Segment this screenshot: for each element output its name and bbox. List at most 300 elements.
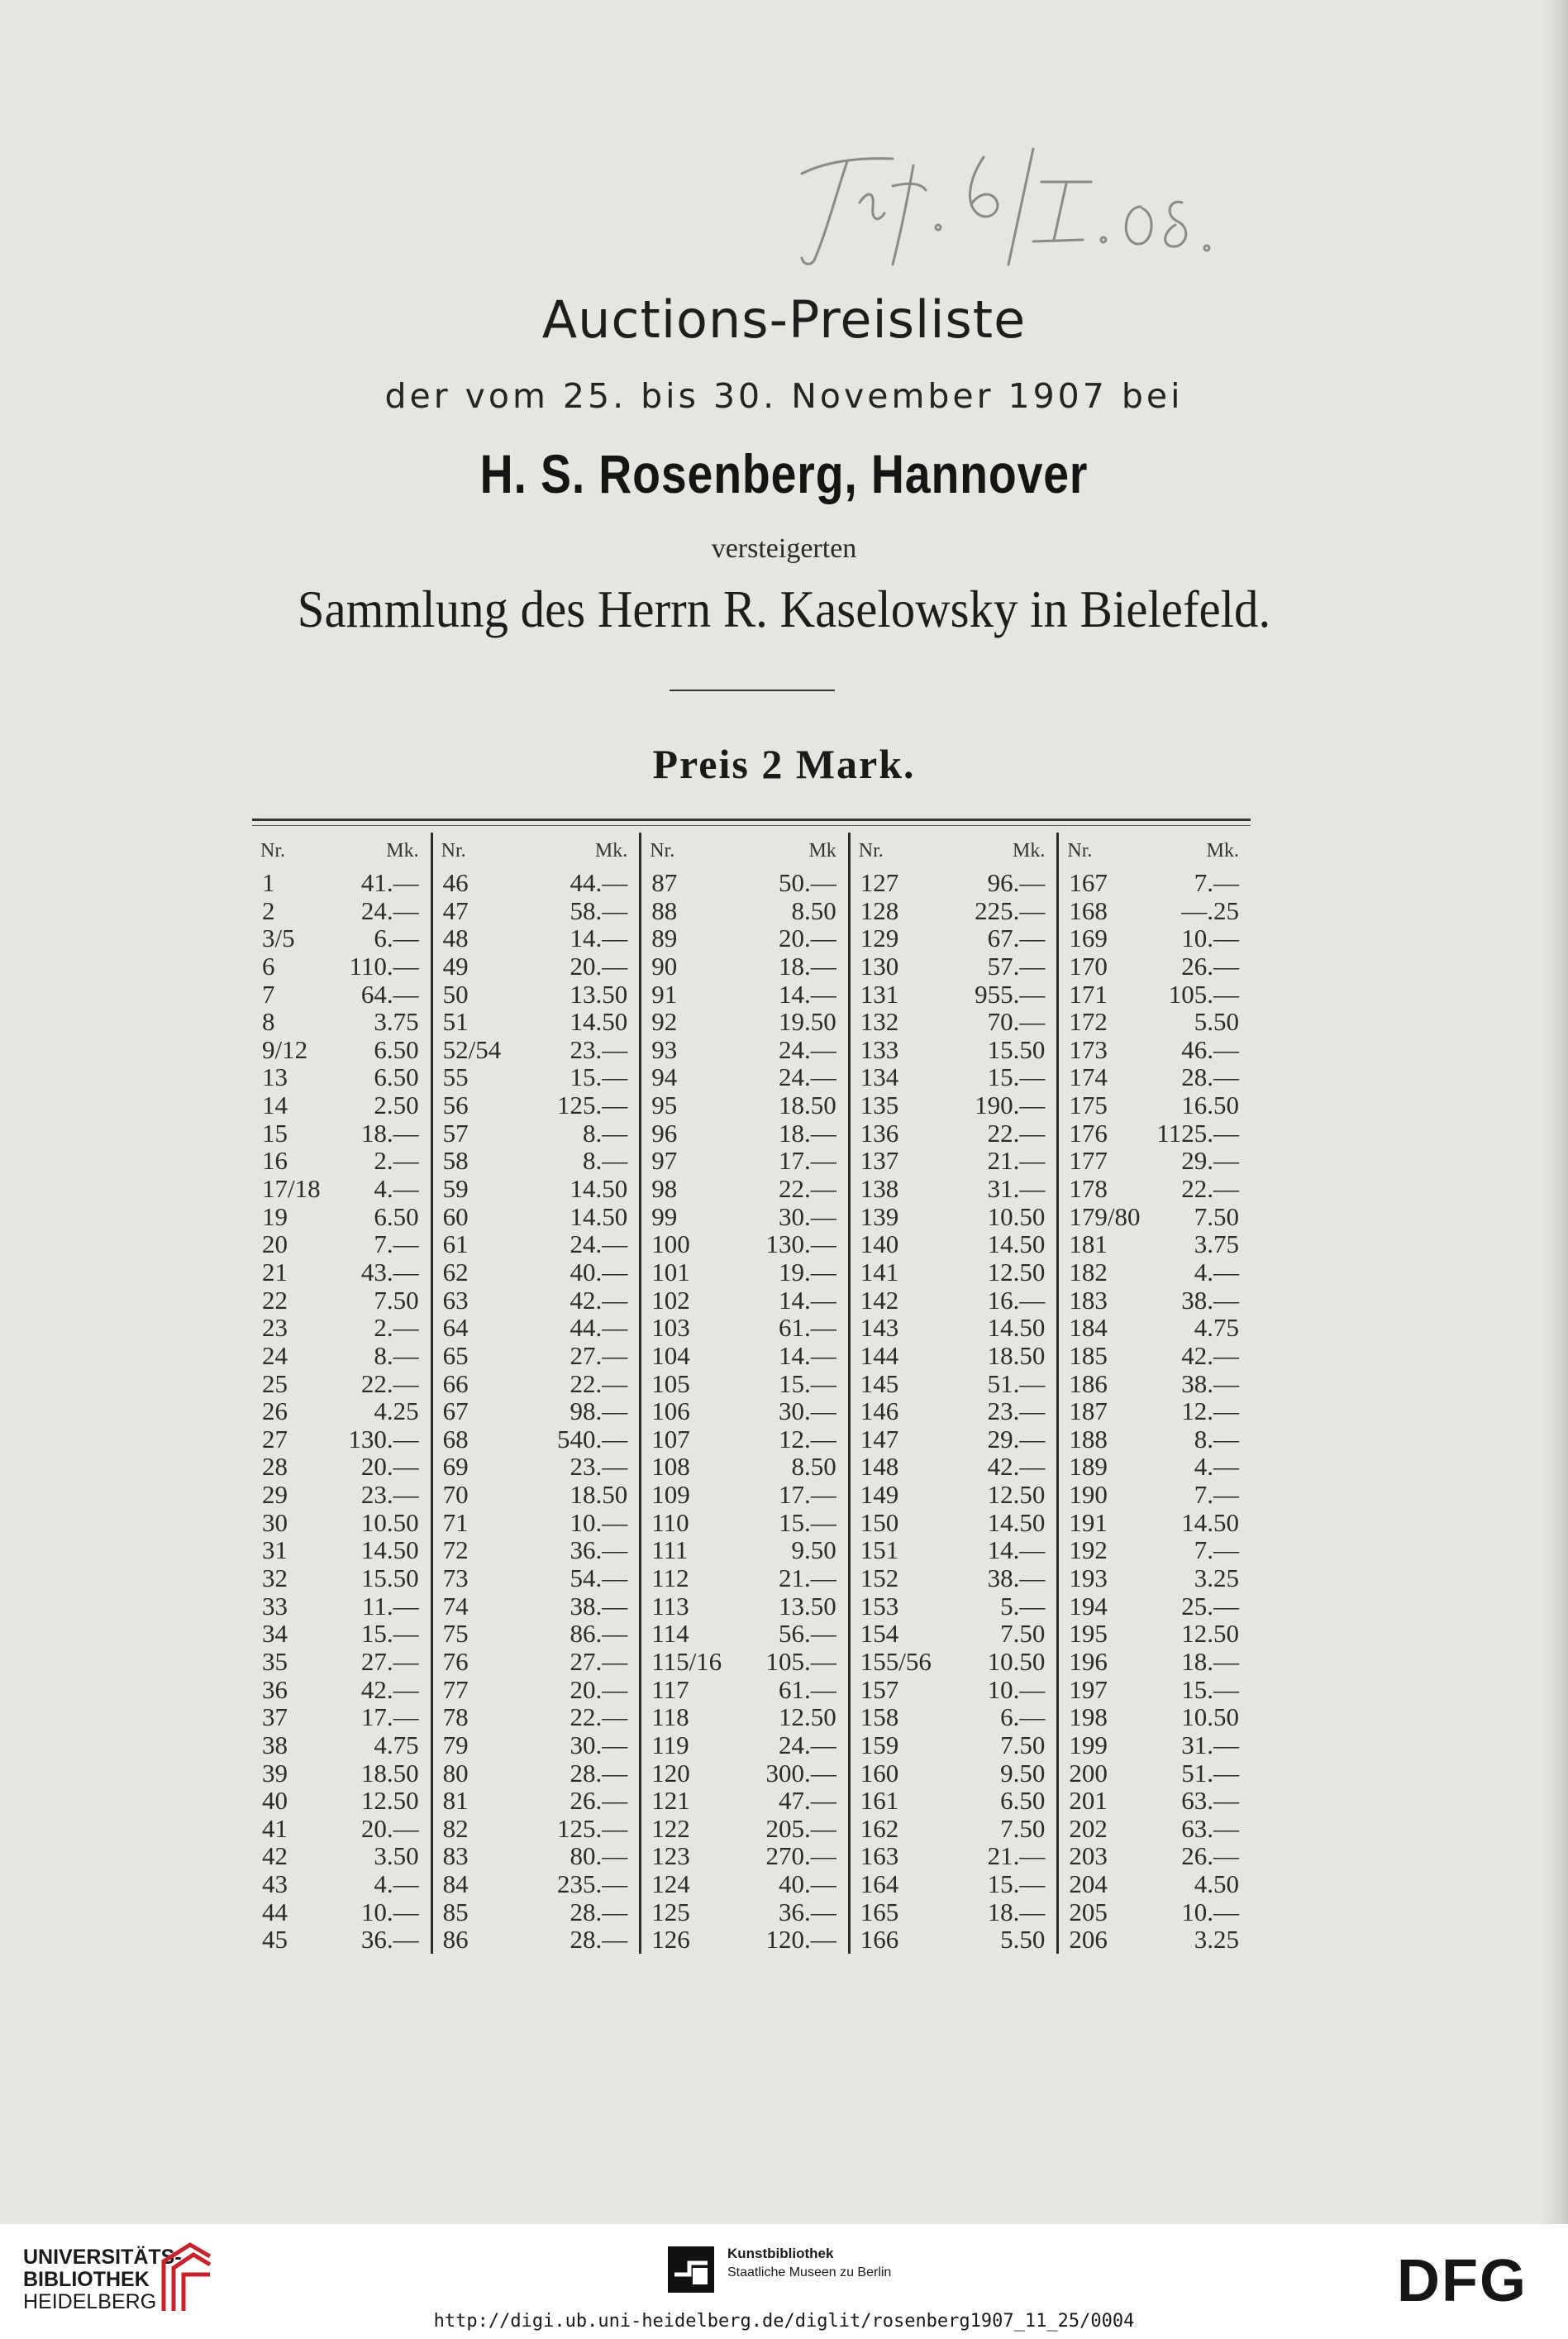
lot-number: 78: [442, 1702, 469, 1732]
handwritten-note-icon: [769, 124, 1232, 273]
lot-number: 27: [262, 1424, 288, 1454]
table-row: [1059, 1397, 1251, 1425]
lot-price: 23.—: [570, 1452, 628, 1482]
table-row: [433, 1759, 640, 1788]
lot-price: 20.—: [570, 1674, 628, 1704]
lot-price: 19.50: [779, 1007, 836, 1037]
lot-number: 40: [262, 1786, 288, 1816]
table-row: [252, 1147, 431, 1175]
table-row: [433, 924, 640, 952]
lot-price: 24.—: [779, 1730, 836, 1759]
lot-number: 43: [262, 1869, 288, 1899]
lot-price: 205.—: [765, 1813, 836, 1843]
lot-price: 4.—: [1194, 1452, 1239, 1482]
table-row: [641, 897, 848, 925]
lot-number: 148: [860, 1452, 899, 1482]
lot-number: 202: [1069, 1813, 1108, 1843]
table-row: [433, 897, 640, 925]
header-mk: Mk.: [1013, 839, 1046, 862]
auctioned-label: versteigerten: [711, 533, 857, 564]
document-title: Auctions-Preisliste: [541, 289, 1027, 350]
lot-number: 99: [651, 1201, 678, 1231]
lot-number: 2: [262, 895, 275, 925]
table-row: [252, 1898, 431, 1926]
lot-number: 108: [651, 1452, 690, 1482]
table-row: [641, 1620, 848, 1648]
lot-price: 8.50: [791, 895, 836, 925]
lot-price: 15.—: [1181, 1674, 1239, 1704]
lot-number: 21: [262, 1257, 288, 1286]
lot-number: 46: [442, 868, 469, 897]
lot-number: 158: [860, 1702, 899, 1732]
table-row: [1059, 1815, 1251, 1843]
lot-price: 20.—: [360, 1813, 419, 1843]
lot-number: 48: [442, 924, 469, 953]
table-row: [641, 1147, 848, 1175]
lot-number: 159: [860, 1730, 899, 1759]
table-rows: [1059, 869, 1251, 1954]
lot-price: 2.—: [374, 1313, 419, 1343]
table-row: [433, 1342, 640, 1370]
lot-number: 204: [1069, 1869, 1108, 1899]
lot-price: 30.—: [779, 1201, 836, 1231]
lot-number: 190: [1069, 1480, 1108, 1510]
table-row: [252, 952, 431, 981]
lot-price: 5.—: [1000, 1591, 1046, 1621]
lot-number: 205: [1069, 1897, 1108, 1926]
lot-price: 10.—: [570, 1507, 628, 1537]
table-row: [1059, 1175, 1251, 1203]
lot-price: 10.—: [1181, 924, 1239, 953]
table-row: [433, 869, 640, 897]
table-row: [1059, 1342, 1251, 1370]
lot-price: 7.50: [1000, 1730, 1046, 1759]
lot-price: 26.—: [570, 1786, 628, 1816]
table-row: [1059, 1759, 1251, 1788]
table-row: [641, 1036, 848, 1064]
table-row: [433, 1787, 640, 1815]
table-row: [1059, 1370, 1251, 1398]
lot-price: 27.—: [570, 1646, 628, 1676]
lot-number: 45: [262, 1925, 288, 1955]
lot-price: 7.50: [1000, 1619, 1046, 1649]
lot-price: 27.—: [360, 1646, 419, 1676]
table-row: [641, 981, 848, 1009]
lot-price: 14.50: [987, 1507, 1046, 1537]
lot-price: 7.—: [1194, 1535, 1239, 1565]
table-row: [252, 897, 431, 925]
table-row: [252, 1258, 431, 1286]
lot-number: 189: [1069, 1452, 1108, 1482]
lot-price: 29.—: [987, 1424, 1046, 1454]
table-row: [433, 1119, 640, 1148]
lot-price: 15.—: [987, 1062, 1046, 1092]
table-row: [433, 1425, 640, 1454]
lot-number: 41: [262, 1813, 288, 1843]
lot-price: 14.50: [987, 1229, 1046, 1259]
lot-price: 15.—: [987, 1869, 1046, 1899]
lot-price: 28.—: [570, 1925, 628, 1955]
lot-number: 28: [262, 1452, 288, 1482]
lot-price: 18.—: [779, 1118, 836, 1148]
lot-price: 6.50: [374, 1034, 419, 1064]
lot-number: 117: [651, 1674, 689, 1704]
lot-price: 17.—: [360, 1702, 419, 1732]
lot-price: 17.—: [779, 1146, 836, 1176]
table-row: [851, 1425, 1057, 1454]
lot-number: 100: [651, 1229, 690, 1259]
table-row: [252, 1509, 431, 1537]
lot-number: 9/12: [262, 1034, 308, 1064]
table-row: [641, 1759, 848, 1788]
table-row: [851, 924, 1057, 952]
lot-number: 60: [442, 1201, 469, 1231]
table-row: [252, 1536, 431, 1564]
table-row: [252, 1564, 431, 1592]
lot-number: 134: [860, 1062, 899, 1092]
lot-price: 44.—: [570, 1313, 628, 1343]
lot-price: 22.—: [779, 1174, 836, 1204]
table-row: [433, 1648, 640, 1676]
lot-number: 172: [1069, 1007, 1108, 1037]
lot-price: 12.50: [360, 1786, 419, 1816]
table-row: [641, 1787, 848, 1815]
lot-price: 7.—: [374, 1229, 419, 1259]
header-nr: Nr.: [858, 839, 884, 862]
lot-number: 33: [262, 1591, 288, 1621]
lot-number: 79: [442, 1730, 469, 1759]
lot-price: 42.—: [570, 1285, 628, 1315]
lot-number: 103: [651, 1313, 690, 1343]
table-row: [851, 1648, 1057, 1676]
lot-number: 182: [1069, 1257, 1108, 1286]
table-row: [1059, 1536, 1251, 1564]
lot-price: 18.50: [987, 1340, 1046, 1370]
table-row: [252, 1592, 431, 1621]
lot-price: 20.—: [360, 1452, 419, 1482]
lot-price: 18.—: [360, 1118, 419, 1148]
lot-number: 1: [262, 868, 275, 897]
lot-price: 70.—: [987, 1007, 1046, 1037]
lot-price: 12.—: [1181, 1396, 1239, 1426]
lot-number: 89: [651, 924, 678, 953]
lot-number: 121: [651, 1786, 690, 1816]
lot-number: 29: [262, 1480, 288, 1510]
lot-number: 110: [651, 1507, 689, 1537]
lot-number: 13: [262, 1062, 288, 1092]
lot-number: 177: [1069, 1146, 1108, 1176]
table-row: [252, 1481, 431, 1509]
lot-number: 90: [651, 951, 678, 981]
lot-price: 41.—: [360, 868, 419, 897]
lot-number: 19: [262, 1201, 288, 1231]
lot-price: 96.—: [987, 868, 1046, 897]
lot-price: 110.—: [349, 951, 419, 981]
lot-number: 145: [860, 1368, 899, 1398]
table-row: [1059, 1676, 1251, 1704]
table-row: [851, 1119, 1057, 1148]
table-row: [851, 1731, 1057, 1759]
lot-number: 138: [860, 1174, 899, 1204]
lot-number: 168: [1069, 895, 1108, 925]
lot-number: 137: [860, 1146, 899, 1176]
ub-heidelberg-logo-icon[interactable]: [157, 2238, 217, 2314]
lot-number: 131: [860, 979, 899, 1009]
lot-number: 109: [651, 1480, 690, 1510]
table-row: [641, 924, 848, 952]
table-row: [433, 1091, 640, 1119]
table-row: [433, 1870, 640, 1898]
table-rows: [641, 869, 848, 1954]
lot-price: 2.50: [374, 1091, 419, 1120]
lot-price: 27.—: [570, 1340, 628, 1370]
lot-price: 22.—: [360, 1368, 419, 1398]
table-row: [1059, 897, 1251, 925]
lot-number: 169: [1069, 924, 1108, 953]
lot-price: 18.50: [360, 1758, 419, 1788]
table-row: [1059, 1147, 1251, 1175]
lot-number: 136: [860, 1118, 899, 1148]
lot-price: 6.50: [374, 1201, 419, 1231]
lot-number: 106: [651, 1396, 690, 1426]
lot-price: 14.50: [360, 1535, 419, 1565]
table-row: [851, 1091, 1057, 1119]
table-row: [433, 1370, 640, 1398]
lot-number: 80: [442, 1758, 469, 1788]
table-row: [252, 1759, 431, 1788]
table-row: [851, 1286, 1057, 1315]
table-row: [851, 1258, 1057, 1286]
lot-price: 42.—: [1181, 1340, 1239, 1370]
table-row: [1059, 1091, 1251, 1119]
lot-price: 4.25: [374, 1396, 419, 1426]
lot-price: 18.—: [1181, 1646, 1239, 1676]
lot-price: 22.—: [1181, 1174, 1239, 1204]
lot-price: 4.75: [1194, 1313, 1239, 1343]
lot-price: 6.—: [374, 924, 419, 953]
table-row: [1059, 952, 1251, 981]
lot-number: 64: [442, 1313, 469, 1343]
lot-price: 2.—: [374, 1146, 419, 1176]
lot-number: 154: [860, 1619, 899, 1649]
table-row: [851, 1453, 1057, 1481]
lot-price: 10.50: [360, 1507, 419, 1537]
lot-price: 105.—: [765, 1646, 836, 1676]
table-row: [641, 1509, 848, 1537]
table-row: [252, 1008, 431, 1036]
lot-price: 24.—: [779, 1062, 836, 1092]
kunstbibliothek-label[interactable]: [727, 2244, 891, 2282]
lot-price: 14.50: [570, 1174, 628, 1204]
lot-number: 61: [442, 1229, 469, 1259]
table-rows: [433, 869, 640, 1954]
lot-price: 47.—: [779, 1786, 836, 1816]
table-top-rule-thin: [252, 825, 1251, 826]
lot-price: 10.—: [987, 1674, 1046, 1704]
lot-price: 23.—: [360, 1480, 419, 1510]
table-row: [641, 1731, 848, 1759]
lot-price: 3.75: [1194, 1229, 1239, 1259]
dfg-logo[interactable]: DFG: [1397, 2248, 1527, 2314]
lot-price: 300.—: [765, 1758, 836, 1788]
lot-number: 74: [442, 1591, 469, 1621]
lot-number: 96: [651, 1118, 678, 1148]
table-row: [851, 897, 1057, 925]
header-nr: Nr.: [650, 839, 675, 862]
table-header: [433, 833, 640, 869]
kunstbibliothek-logo-icon[interactable]: [668, 2246, 714, 2293]
lot-number: 75: [442, 1619, 469, 1649]
lot-price: 29.—: [1181, 1146, 1239, 1176]
lot-number: 128: [860, 895, 899, 925]
lot-price: 21.—: [987, 1146, 1046, 1176]
table-header: [851, 833, 1057, 869]
lot-number: 38: [262, 1730, 288, 1759]
table-row: [433, 1481, 640, 1509]
table-row: [851, 1036, 1057, 1064]
lot-price: 31.—: [1181, 1730, 1239, 1759]
lot-number: 65: [442, 1340, 469, 1370]
lot-number: 104: [651, 1340, 690, 1370]
lot-number: 42: [262, 1841, 288, 1871]
lot-number: 142: [860, 1285, 899, 1315]
table-row: [433, 1898, 640, 1926]
lot-number: 149: [860, 1480, 899, 1510]
table-row: [641, 1815, 848, 1843]
table-row: [433, 1036, 640, 1064]
lot-number: 107: [651, 1424, 690, 1454]
header-nr: Nr.: [260, 839, 285, 862]
lot-number: 119: [651, 1730, 689, 1759]
header-mk: Mk: [808, 839, 836, 862]
table-row: [1059, 1842, 1251, 1870]
lot-number: 85: [442, 1897, 469, 1926]
lot-price: 56.—: [779, 1619, 836, 1649]
lot-price: 19.—: [779, 1257, 836, 1286]
lot-number: 66: [442, 1368, 469, 1398]
list-price: Preis 2 Mark.: [652, 741, 916, 787]
lot-number: 35: [262, 1646, 288, 1676]
lot-number: 49: [442, 951, 469, 981]
table-column: [848, 833, 1057, 1954]
lot-number: 165: [860, 1897, 899, 1926]
table-row: [851, 1342, 1057, 1370]
lot-number: 77: [442, 1674, 469, 1704]
lot-number: 151: [860, 1535, 899, 1565]
lot-price: 8.—: [582, 1146, 628, 1176]
table-row: [851, 1509, 1057, 1537]
table-row: [851, 1370, 1057, 1398]
table-row: [1059, 1036, 1251, 1064]
table-row: [641, 1842, 848, 1870]
table-row: [433, 1564, 640, 1592]
lot-number: 164: [860, 1869, 899, 1899]
table-row: [433, 1453, 640, 1481]
lot-number: 102: [651, 1285, 690, 1315]
lot-number: 197: [1069, 1674, 1108, 1704]
table-row: [1059, 1481, 1251, 1509]
collection-name: Sammlung des Herrn R. Kaselowsky in Bielefeld.: [297, 580, 1271, 638]
table-row: [641, 1648, 848, 1676]
table-row: [252, 981, 431, 1009]
table-row: [433, 1230, 640, 1258]
lot-price: 36.—: [570, 1535, 628, 1565]
table-row: [252, 1063, 431, 1091]
lot-price: 18.50: [779, 1091, 836, 1120]
lot-number: 57: [442, 1118, 469, 1148]
lot-price: 15.50: [987, 1034, 1046, 1064]
table-row: [1059, 1008, 1251, 1036]
lot-price: 28.—: [1181, 1062, 1239, 1092]
lot-price: 38.—: [987, 1563, 1046, 1593]
lot-price: 80.—: [570, 1841, 628, 1871]
table-row: [252, 1370, 431, 1398]
lot-number: 185: [1069, 1340, 1108, 1370]
lot-number: 123: [651, 1841, 690, 1871]
lot-number: 58: [442, 1146, 469, 1176]
lot-price: 14.50: [1181, 1507, 1239, 1537]
lot-number: 198: [1069, 1702, 1108, 1732]
lot-number: 173: [1069, 1034, 1108, 1064]
permalink-url[interactable]: http://digi.ub.uni-heidelberg.de/diglit/rosenberg1907_11_25/0004: [433, 2311, 1135, 2332]
lot-price: 61.—: [779, 1313, 836, 1343]
table-row: [433, 1063, 640, 1091]
lot-price: 120.—: [765, 1925, 836, 1955]
table-row: [433, 1203, 640, 1231]
table-row: [641, 1008, 848, 1036]
lot-price: 51.—: [987, 1368, 1046, 1398]
table-row: [433, 1175, 640, 1203]
lot-price: 7.50: [1000, 1813, 1046, 1843]
lot-price: 18.50: [570, 1480, 628, 1510]
header-mk: Mk.: [594, 839, 628, 862]
lot-number: 155/56: [860, 1646, 932, 1676]
lot-price: 12.50: [987, 1257, 1046, 1286]
lot-number: 132: [860, 1007, 899, 1037]
table-row: [433, 1676, 640, 1704]
lot-price: 12.—: [779, 1424, 836, 1454]
lot-number: 31: [262, 1535, 288, 1565]
table-row: [1059, 1870, 1251, 1898]
table-row: [252, 1842, 431, 1870]
table-row: [252, 924, 431, 952]
lot-price: 18.—: [779, 951, 836, 981]
table-row: [851, 1147, 1057, 1175]
lot-price: 22.—: [570, 1368, 628, 1398]
table-row: [851, 981, 1057, 1009]
price-table: [252, 833, 1251, 1954]
table-row: [433, 1258, 640, 1286]
lot-number: 187: [1069, 1396, 1108, 1426]
table-row: [1059, 1509, 1251, 1537]
lot-price: 3.50: [374, 1841, 419, 1871]
lot-number: 51: [442, 1007, 469, 1037]
table-column: [1056, 833, 1251, 1954]
table-row: [1059, 1564, 1251, 1592]
lot-number: 200: [1069, 1758, 1108, 1788]
lot-number: 195: [1069, 1619, 1108, 1649]
lot-price: 4.—: [374, 1174, 419, 1204]
table-row: [433, 981, 640, 1009]
lot-number: 22: [262, 1285, 288, 1315]
lot-number: 135: [860, 1091, 899, 1120]
lot-number: 130: [860, 951, 899, 981]
lot-number: 71: [442, 1507, 469, 1537]
lot-price: 54.—: [570, 1563, 628, 1593]
table-row: [851, 1397, 1057, 1425]
lot-price: 5.50: [1194, 1007, 1239, 1037]
table-row: [851, 1314, 1057, 1342]
